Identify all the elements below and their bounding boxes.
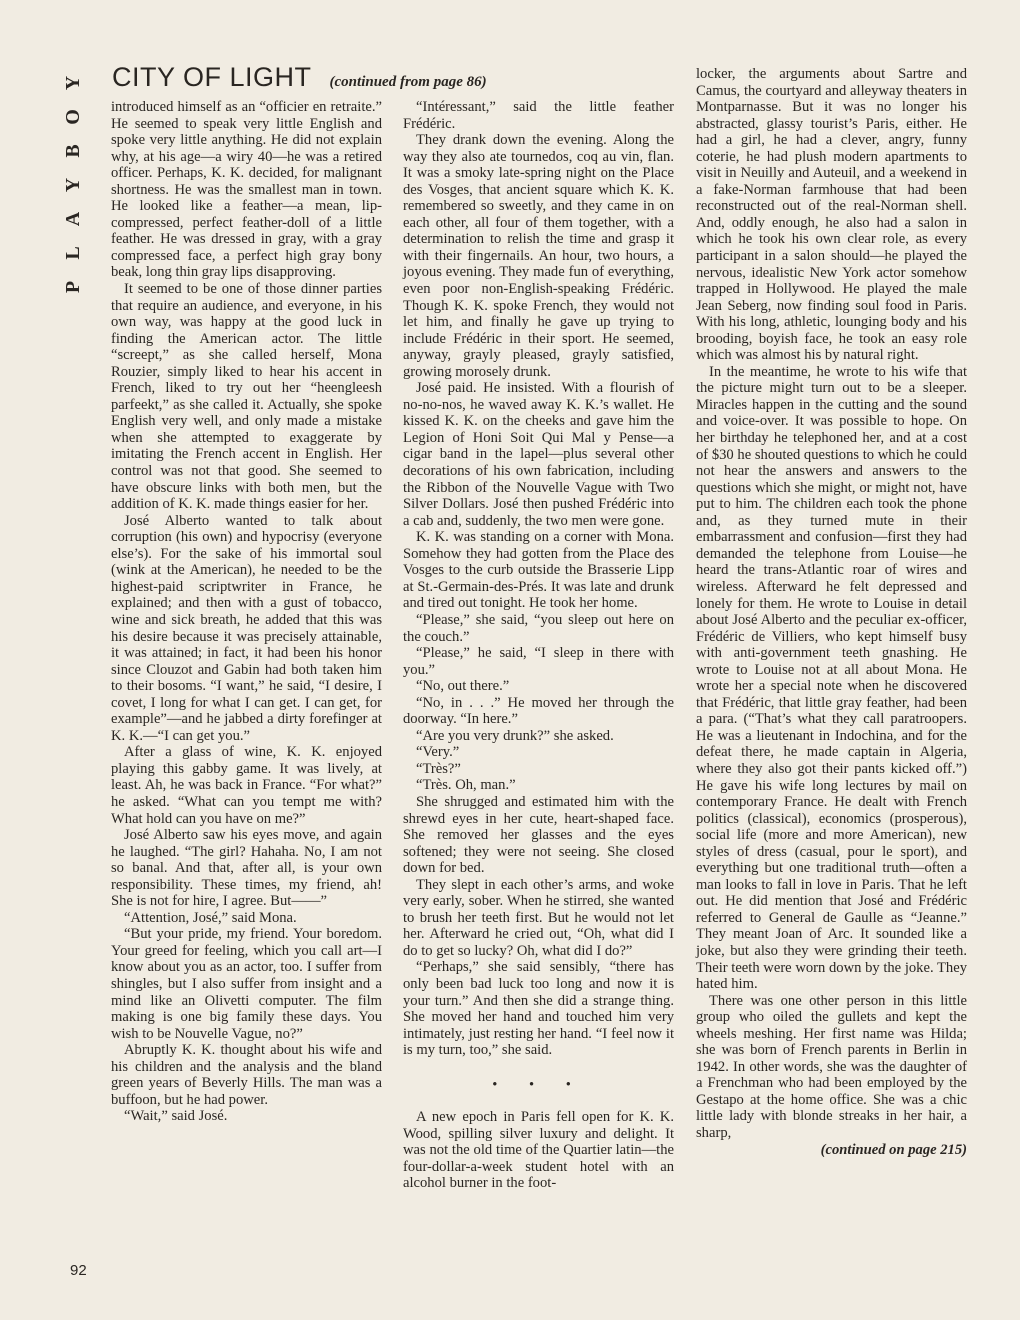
paragraph: José paid. He insisted. With a flourish of no-no-nos, he waved away K. K.’s wallet. He kissed K. K. on the cheeks and gave him the Legion of Honi Soit Qui Mal y Pense—a cigar band in the lapel—plus several other decorations of his own fabrication, including the Ribbon of the Nouvelle Vague with Two Silver Dollars. José then pushed Frédéric into a cab and, suddenly, the two men were gone. — [403, 380, 674, 529]
paragraph: José Alberto wanted to talk about corruption (his own) and hypocrisy (everyone else’s). For the sake of his immortal soul (wink at the American), he needed to be the highest-paid scriptwriter in France, he explained; and then with a gust of tobacco, wine and sick breath, he added that this was his desire because it was precisely attainable, it was attained; in fact, it had been his honor since Clouzot and Gabin had both taken him to their bosoms. “I want,” he said, “I desire, I covet, I long for what I can get. I can get, for example”—and he jabbed a dirty forefinger at K. K.—“I can get you.” — [111, 512, 382, 744]
article-title: CITY OF LIGHT — [112, 62, 312, 92]
magazine-name-letter: Y — [62, 177, 84, 193]
paragraph: A new epoch in Paris fell open for K. K. Wood, spilling silver luxury and delight. It was not the old time of the Quartier latin—the four-dollar-a-week student hotel with an alcohol burner in the foot- — [403, 1109, 674, 1192]
text-column-3 — [696, 66, 967, 1158]
magazine-name-letter: A — [62, 211, 84, 227]
continued-from-note: (continued from page 86) — [329, 74, 487, 90]
section-break: • • • — [492, 1076, 585, 1093]
paragraph: “No, in . . .” He moved her through the doorway. “In here.” — [403, 694, 674, 728]
paragraph: “Are you very drunk?” she asked. — [416, 727, 614, 744]
magazine-name-vertical — [58, 66, 88, 304]
magazine-name-letter: O — [62, 109, 84, 125]
paragraph: K. K. was standing on a corner with Mona. Somehow they had gotten from the Place des Vosges to the curb outside the Brasserie Lipp at St.-Germain-des-Prés. It was late and drunk and tired out tonight. He took her home. — [403, 529, 674, 612]
paragraph: “Intéressant,” said the little feather Frédéric. — [403, 99, 674, 132]
continued-on-note: (continued on page 215) — [820, 1141, 967, 1158]
article-header — [112, 62, 672, 96]
paragraph: “Perhaps,” she said sensibly, “there has only been bad luck too long and now it is your turn.” And then she did a strange thing. She moved her hand and touched him very intimately, just resting her hand. “I feel now it is my turn, too,” she said. — [403, 959, 674, 1059]
page-number: 92 — [70, 1262, 87, 1279]
paragraph: “Attention, José,” said Mona. — [124, 909, 297, 926]
paragraph: After a glass of wine, K. K. enjoyed playing this gabby game. It was lively, at least. Ah, he was back in France. “For what?” he asked. “What can you tempt me with? What hold can you have on me?” — [111, 744, 382, 827]
paragraph: locker, the arguments about Sartre and Camus, the courtyard and alleyway theaters in Montparnasse. But it was no longer his abstracted, glassy tourist’s Paris, either. He had a girl, he had a clever, angry, funny coterie, he had plush modern apartments to visit in Neuilly and Auteuil, and a weekend in a fake-Norman farmhouse that had been reconstructed out of the real-Norman shell. And, oddly enough, he also had a salon in which he took his own clear role, as every participant in a salon should—he played the nervous, idealistic New York actor somehow trapped in Hollywood. He played the male Jean Seberg, now finding soul food in Paris. With his long, athletic, lounging body and his brooding, boyish face, he took an easy role which was almost his by natural right. — [696, 66, 967, 364]
text-column-2 — [403, 99, 674, 1192]
paragraph: It seemed to be one of those dinner parties that require an audience, and everyone, in his own way, was happy at the good luck in finding the American actor. The little “screept,” as she called herself, Mona Rouzier, simply liked to hear his accent in French, liked to try out her “heengleesh parfeekt,” as she called it. Actually, she spoke English very well, and only made a mistake when she attempted to exaggerate by imitating the French accent in English. Her control was not that good. She seemed to have obscure links with both men, but the addition of K. K. made things easier for her. — [111, 281, 382, 513]
text-column-1 — [111, 99, 382, 1125]
paragraph: introduced himself as an “officier en retraite.” He seemed to speak very little English and spoke very little anything. He did not explain why, at his age—a wiry 40—he was a retired officer. Perhaps, K. K. decided, for malignant shortness. He was the smallest man in town. He looked like a feather—a mean, lip-compressed, perfect feather-doll of a little feather. He was dressed in gray, with a gray compressed face, a perfect high gray bony beak, long thin gray lips disapproving. — [111, 99, 382, 281]
magazine-name-letter: P — [62, 280, 84, 294]
paragraph: Abruptly K. K. thought about his wife and his children and the analysis and the bland green years of Beverly Hills. The man was a buffoon, but he had power. — [111, 1042, 382, 1108]
magazine-name-letter: Y — [62, 75, 84, 91]
paragraph: She shrugged and estimated him with the shrewd eyes in her cute, heart-shaped face. She removed her glasses and the eyes softened; they were not seeing. She closed down for bed. — [403, 793, 674, 877]
paragraph: “Please,” she said, “you sleep out here on the couch.” — [403, 611, 674, 645]
paragraph: “Très. Oh, man.” — [416, 777, 516, 794]
paragraph: In the meantime, he wrote to his wife that the picture might turn out to be a sleeper. Miracles happen in the cutting and the sound and voice-over. It was possible to hope. On her birthday he telephoned her, and at a cost of $30 he shouted questions to which he could not hear the answers and answers to the questions which she might, or might not, have put to him. The children each took the phone and, as they turned mute in their embarrassment and confusion—first they had demanded the telephone from Louise—he heard the trans-Atlantic roar of wires and wireless. Afterward he felt depressed and lonely for them. He wrote to Louise in detail about José Alberto and the peculiar ex-officer, Frédéric de Villiers, who kept himself busy with anti-government teeth gnashing. He wrote to Louise not at all about Mona. He wrote her a special note when he discovered that Frédéric, that little gray feather, had been a para. (“That’s what they call paratroopers. He was a lieutenant in Indochina, and for the defeat there, he made captain in Algeria, where they also got their pants kicked off.”) He gave his wife long lectures by mail on contemporary France. He dealt with French politics (classical), economics (prosperous), social life (more and more American), new styles of dress (casual, pour le sport), and everything but one traditional truth—often a man looks to fall in love in Paris. That he left out. He did mention that José and Frédéric referred to General de Gaulle as “Jeanne.” They meant Joan of Arc. It sounded like a joke, but also they were grinding their teeth. Their teeth were worn down by the joke. They hated him. — [696, 363, 967, 993]
paragraph: “Please,” he said, “I sleep in there with you.” — [403, 645, 674, 678]
paragraph: “No, out there.” — [416, 678, 510, 695]
magazine-name-letter: B — [62, 144, 84, 158]
paragraph: There was one other person in this little group who oiled the gullets and kept the wheels meshing. Her first name was Hilda; she was born of French parents in Berlin in 1942. In other words, she was the daughter of a Frenchman who had been employed by the Gestapo at the home office. She was a chic little lady with blonde streaks in her hair, a sharp, — [696, 992, 967, 1141]
paragraph: José Alberto saw his eyes move, and again he laughed. “The girl? Hahaha. No, I am not so banal. And that, after all, is your own responsibility. These times, my friend, ah! She is not for hire, I agree. But——” — [111, 827, 382, 910]
paragraph: “Très?” — [416, 760, 461, 777]
paragraph: “But your pride, my friend. Your boredom. Your greed for feeling, which you call art—I know about you as an actor, too. I suffer from shingles, but I also suffer from insight and a mind like an Olivetti computer. The film making is one big family these days. You wish to be Nouvelle Vague, no?” — [111, 926, 382, 1042]
paragraph: “Wait,” said José. — [124, 1108, 228, 1125]
paragraph: “Very.” — [416, 744, 460, 761]
magazine-name-letter: L — [62, 246, 84, 260]
paragraph: They drank down the evening. Along the way they also ate tournedos, coq au vin, flan. It was a smoky late-spring night on the Place des Vosges, that ancient square which K. K. remembered so sweetly, and they came in on each other, all four of them together, with a determination to relish the time and grasp it with their fingernails. An hour, two hours, a joyous evening. They made fun of everything, even poor non-English-speaking Frédéric. Though K. K. spoke French, they would not let him, and finally he gave up trying to include Frédéric in their sport. He seemed, anyway, grayly pleased, grayly satisfied, growing morosely drunk. — [403, 132, 674, 380]
paragraph: They slept in each other’s arms, and woke very early, sober. When he stirred, she wanted to brush her teeth first. But he would not let her. Afterward he cried out, “Oh, what did I do to get so lucky? Oh, what did I do?” — [403, 876, 674, 959]
